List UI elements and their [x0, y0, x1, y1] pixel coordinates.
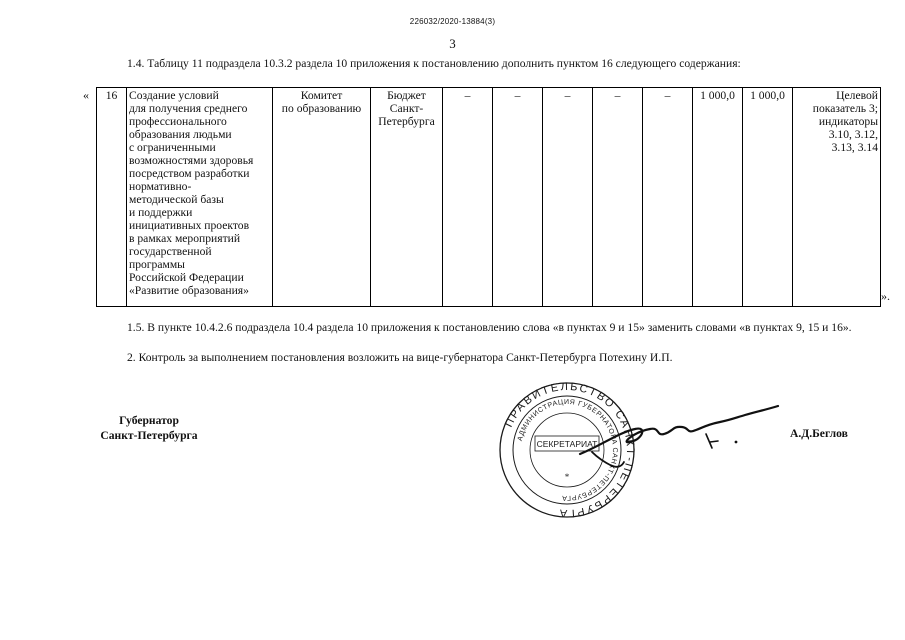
amendment-table [96, 87, 881, 307]
source-line: Петербурга [378, 115, 435, 128]
dash-cell: – [443, 88, 493, 307]
dash-cell: – [543, 88, 593, 307]
paragraph-2: 2. Контроль за выполнением постановления возложить на вице-губернатора Санкт-Петербурга Потехину И.П. [127, 351, 673, 364]
closing-quote: ». [881, 289, 890, 303]
name-line: «Развитие образования» [129, 284, 249, 297]
document-id: 226032/2020-13884(3) [409, 17, 496, 26]
name-line: Российской Федерации [129, 271, 244, 284]
signer-title-line: Санкт-Петербурга [100, 429, 198, 442]
source-line: Санкт- [389, 102, 424, 115]
dash-cell: – [493, 88, 543, 307]
opening-quote: « [83, 88, 89, 102]
name-line: программы [129, 258, 185, 271]
handwritten-signature [560, 396, 790, 476]
indicator-cell [793, 88, 881, 307]
funding-source-cell [371, 88, 443, 307]
executor-line: Комитет [300, 89, 343, 102]
indicator-line: 3.13, 3.14 [831, 141, 878, 154]
name-line: и поддержки [129, 206, 193, 219]
dash-cell: – [643, 88, 693, 307]
signer-name: А.Д.Беглов [790, 427, 848, 440]
name-line: профессионального [129, 115, 227, 128]
indicator-line: показатель 3; [812, 102, 878, 115]
measure-name-cell [127, 88, 273, 307]
name-line: инициативных проектов [129, 219, 250, 232]
paragraph-1-5: 1.5. В пункте 10.4.2.6 подраздела 10.4 раздела 10 приложения к постановлению слова «в пунктах 9 и 15» заменить словами «в пунктах 9, 15 и 16». [127, 321, 852, 334]
indicator-line: Целевой [836, 89, 878, 102]
signer-title-line: Губернатор [119, 414, 179, 427]
seal-inner-text: АДМИНИСТРАЦИЯ ГУБЕРНАТОРА САНКТ-ПЕТЕРБУРГА [516, 398, 619, 502]
name-line: методической базы [129, 193, 224, 206]
name-line: образования людьми [129, 128, 232, 141]
name-line: возможностями здоровья [129, 154, 254, 167]
seal-outer-text: ПРАВИТЕЛЬСТВО САНКТ-ПЕТЕРБУРГА [502, 380, 637, 520]
amount-cell: 1 000,0 [743, 88, 793, 307]
name-line: государственной [129, 245, 212, 258]
name-line: Создание условий [129, 89, 219, 102]
table-row [97, 88, 881, 307]
name-line: для получения среднего [129, 102, 248, 115]
executor-cell [273, 88, 371, 307]
name-line: посредством разработки [129, 167, 250, 180]
row-number-cell: 16 [97, 88, 127, 307]
dash-cell: – [593, 88, 643, 307]
amount-cell: 1 000,0 [693, 88, 743, 307]
svg-text:*: * [564, 472, 570, 482]
seal-center-text: СЕКРЕТАРИАТ [536, 439, 598, 449]
executor-line: по образованию [281, 102, 362, 115]
page-number: 3 [449, 36, 456, 51]
indicator-line: индикаторы [818, 115, 878, 128]
source-line: Бюджет [387, 89, 426, 102]
signer-title [94, 413, 204, 443]
paragraph-1-4: 1.4. Таблицу 11 подраздела 10.3.2 раздела 10 приложения к постановлению дополнить пунктом 16 следующего содержания: [127, 57, 741, 70]
indicator-line: 3.10, 3.12, [828, 128, 878, 141]
name-line: в рамках мероприятий [129, 232, 241, 245]
name-line: нормативно- [129, 180, 192, 193]
name-line: с ограниченными [129, 141, 216, 154]
